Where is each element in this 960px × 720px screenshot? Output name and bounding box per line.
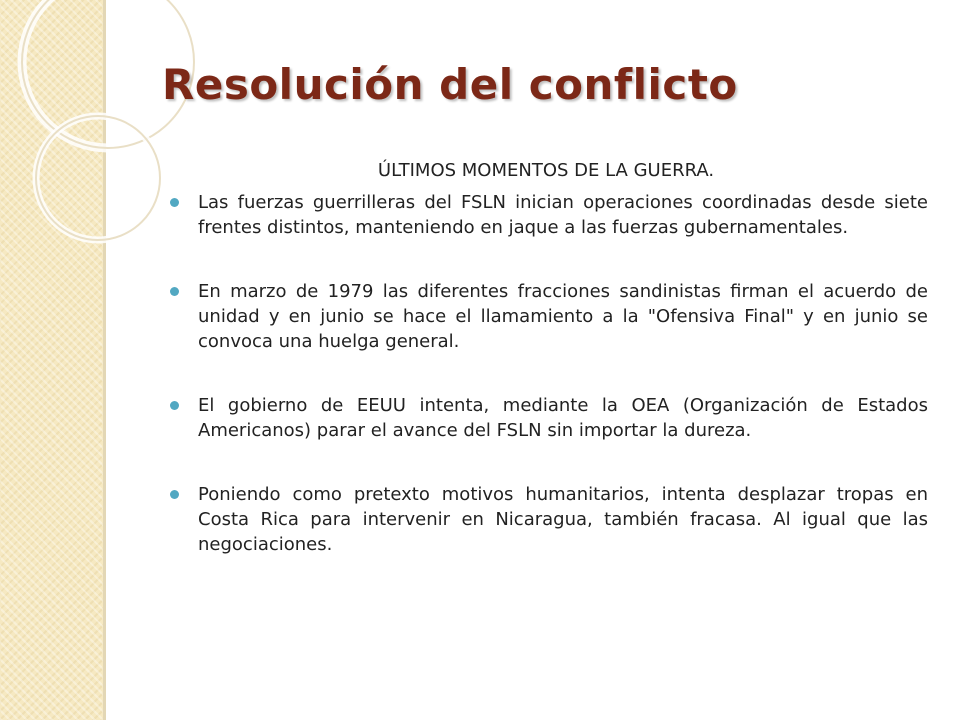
bullet-item [162,279,928,354]
bullet-text: Las fuerzas guerrilleras del FSLN inician operaciones coordinadas desde siete frentes distintos, manteniendo en jaque a las fuerzas gubernamentales. [198,192,928,238]
bullet-item [162,482,928,557]
bullet-text: El gobierno de EEUU intenta, mediante la OEA (Organización de Estados Americanos) parar el avance del FSLN sin importar la dureza. [198,395,928,441]
bullet-dot-icon [170,198,179,207]
slide-title: Resolución del conflicto [162,60,738,109]
bullet-item [162,393,928,443]
bullet-dot-icon [170,401,179,410]
bullet-item [162,190,928,240]
bullet-dot-icon [170,490,179,499]
bullet-list [162,190,928,596]
bullet-text: En marzo de 1979 las diferentes fracciones sandinistas firman el acuerdo de unidad y en junio se hace el llamamiento a la "Ofensiva Final" y en junio se convoca una huelga general. [198,281,928,352]
bullet-text: Poniendo como pretexto motivos humanitarios, intenta desplazar tropas en Costa Rica para intervenir en Nicaragua, también fracasa. Al igual que las negociaciones. [198,484,928,555]
slide-subtitle: ÚLTIMOS MOMENTOS DE LA GUERRA. [377,160,715,181]
bullet-dot-icon [170,287,179,296]
